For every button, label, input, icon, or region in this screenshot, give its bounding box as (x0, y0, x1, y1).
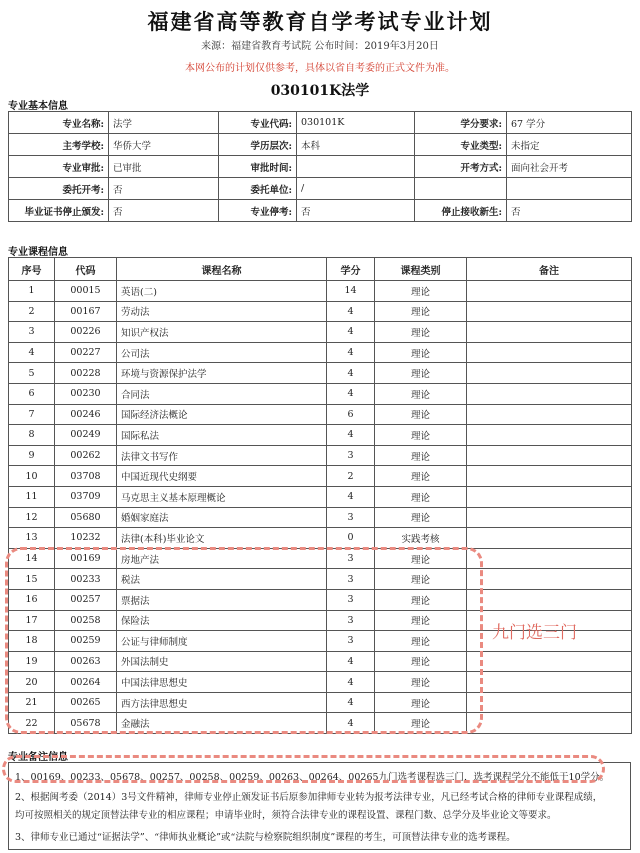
table-cell: 理论 (375, 383, 467, 404)
table-cell: 00226 (55, 322, 117, 343)
table-cell: 劳动法 (117, 301, 327, 322)
info-value: / (297, 178, 415, 200)
table-cell: 4 (327, 363, 375, 384)
table-cell: 05680 (55, 507, 117, 528)
table-cell: 00262 (55, 445, 117, 466)
table-cell (467, 404, 632, 425)
info-row (9, 200, 632, 222)
table-cell: 1 (9, 281, 55, 302)
info-row (9, 112, 632, 134)
info-value: 华侨大学 (109, 134, 219, 156)
info-label: 开考方式: (415, 156, 507, 178)
table-cell: 理论 (375, 631, 467, 652)
table-cell (467, 507, 632, 528)
table-cell: 法律(本科)毕业论文 (117, 528, 327, 549)
table-cell: 外国法制史 (117, 651, 327, 672)
table-cell: 实践考核 (375, 528, 467, 549)
table-cell (467, 569, 632, 590)
info-row (9, 178, 632, 200)
table-cell (467, 281, 632, 302)
table-cell: 00015 (55, 281, 117, 302)
table-cell: 马克思主义基本原理概论 (117, 486, 327, 507)
basic-info-heading: 专业基本信息 (8, 101, 68, 112)
info-label: 毕业证书停止颁发: (9, 200, 109, 222)
table-cell: 中国法律思想史 (117, 672, 327, 693)
table-cell: 10232 (55, 528, 117, 549)
notes-heading: 专业备注信息 (8, 752, 68, 763)
page-title: 福建省高等教育自学考试专业计划 (147, 9, 493, 34)
table-cell: 房地产法 (117, 548, 327, 569)
table-row (9, 528, 632, 549)
note-line: 2、根据闽考委（2014）3号文件精神，律师专业停止颁发证书后原参加律师专业转为报考法律专业，凡已经考试合格的律师专业课程成绩， (15, 792, 603, 803)
table-cell (467, 342, 632, 363)
table-cell (467, 445, 632, 466)
table-cell: 2 (327, 466, 375, 487)
table-cell: 12 (9, 507, 55, 528)
table-row (9, 322, 632, 343)
table-cell (467, 425, 632, 446)
table-cell: 4 (327, 713, 375, 734)
table-cell: 理论 (375, 363, 467, 384)
table-cell: 6 (327, 404, 375, 425)
table-cell: 环境与资源保护法学 (117, 363, 327, 384)
info-label: 专业停考: (219, 200, 297, 222)
table-cell (467, 692, 632, 713)
info-label: 委托单位: (219, 178, 297, 200)
column-header: 学分 (327, 258, 375, 281)
table-cell (467, 466, 632, 487)
table-cell: 国际经济法概论 (117, 404, 327, 425)
column-header: 课程名称 (117, 258, 327, 281)
table-cell: 西方法律思想史 (117, 692, 327, 713)
table-cell: 18 (9, 631, 55, 652)
table-cell: 10 (9, 466, 55, 487)
table-cell: 00233 (55, 569, 117, 590)
note-line: 3、律师专业已通过“证据法学”、“律师执业概论”或“法院与检察院组织制度”课程的考生，可顶替法律专业的选考课程。 (15, 832, 516, 843)
table-cell: 法律文书写作 (117, 445, 327, 466)
table-cell: 理论 (375, 507, 467, 528)
info-value: 否 (109, 178, 219, 200)
table-cell: 00169 (55, 548, 117, 569)
table-cell (467, 589, 632, 610)
info-label (415, 178, 507, 200)
info-value (507, 178, 632, 200)
table-cell: 00228 (55, 363, 117, 384)
table-cell: 00258 (55, 610, 117, 631)
table-cell: 00167 (55, 301, 117, 322)
basic-info-table (8, 111, 632, 222)
table-row (9, 425, 632, 446)
info-label: 专业类型: (415, 134, 507, 156)
table-cell: 00265 (55, 692, 117, 713)
table-cell: 19 (9, 651, 55, 672)
table-cell (467, 651, 632, 672)
table-cell: 理论 (375, 610, 467, 631)
table-row (9, 301, 632, 322)
elective-highlight-box (5, 547, 483, 734)
table-cell: 21 (9, 692, 55, 713)
table-cell: 理论 (375, 342, 467, 363)
info-value: 面向社会开考 (507, 156, 632, 178)
info-label: 主考学校: (9, 134, 109, 156)
table-cell: 22 (9, 713, 55, 734)
major-title: 030101K法学 (270, 83, 370, 99)
info-value (297, 156, 415, 178)
table-cell: 合同法 (117, 383, 327, 404)
table-cell: 4 (327, 425, 375, 446)
table-cell: 理论 (375, 466, 467, 487)
table-cell: 7 (9, 404, 55, 425)
table-cell: 05678 (55, 713, 117, 734)
info-label: 停止接收新生: (415, 200, 507, 222)
note-line: 1、00169、00233、05678、00257、00258、00259、00263、00264、00265九门选考课程选三门，选考课程学分不能低于10学分。 (15, 772, 610, 783)
table-cell: 9 (9, 445, 55, 466)
table-row (9, 466, 632, 487)
table-cell: 4 (327, 301, 375, 322)
table-cell: 00227 (55, 342, 117, 363)
table-cell: 理论 (375, 589, 467, 610)
table-cell: 14 (327, 281, 375, 302)
table-cell: 理论 (375, 569, 467, 590)
info-label: 专业名称: (9, 112, 109, 134)
table-cell: 理论 (375, 425, 467, 446)
table-cell: 婚姻家庭法 (117, 507, 327, 528)
table-cell: 15 (9, 569, 55, 590)
table-cell: 8 (9, 425, 55, 446)
info-value: 本科 (297, 134, 415, 156)
table-cell: 4 (327, 322, 375, 343)
table-cell: 14 (9, 548, 55, 569)
table-cell: 理论 (375, 404, 467, 425)
table-cell: 3 (327, 589, 375, 610)
table-row (9, 383, 632, 404)
table-cell: 理论 (375, 281, 467, 302)
table-cell: 理论 (375, 713, 467, 734)
column-header: 备注 (467, 258, 632, 281)
column-header: 代码 (55, 258, 117, 281)
note-highlight-box (2, 755, 605, 783)
table-cell: 公证与律师制度 (117, 631, 327, 652)
table-row (9, 404, 632, 425)
table-cell: 11 (9, 486, 55, 507)
table-cell: 00259 (55, 631, 117, 652)
table-cell: 票据法 (117, 589, 327, 610)
info-row (9, 156, 632, 178)
table-cell: 03708 (55, 466, 117, 487)
table-row (9, 342, 632, 363)
info-label: 学分要求: (415, 112, 507, 134)
table-cell: 4 (327, 486, 375, 507)
table-cell: 理论 (375, 548, 467, 569)
table-row (9, 281, 632, 302)
table-cell: 理论 (375, 651, 467, 672)
table-cell: 00230 (55, 383, 117, 404)
table-cell: 国际私法 (117, 425, 327, 446)
disclaimer-notice: 本网公布的计划仅供参考，具体以省自考委的正式文件为准。 (185, 63, 455, 74)
info-value: 030101K (297, 112, 415, 134)
source-line: 来源：福建省教育考试院 公布时间：2019年3月20日 (201, 41, 439, 52)
table-cell: 知识产权法 (117, 322, 327, 343)
table-cell: 4 (327, 383, 375, 404)
table-cell: 3 (327, 631, 375, 652)
table-cell: 4 (327, 342, 375, 363)
table-cell (467, 713, 632, 734)
table-cell (467, 301, 632, 322)
table-cell: 金融法 (117, 713, 327, 734)
table-cell: 4 (9, 342, 55, 363)
table-cell: 00264 (55, 672, 117, 693)
info-value: 已审批 (109, 156, 219, 178)
table-cell: 00263 (55, 651, 117, 672)
table-cell: 3 (327, 507, 375, 528)
table-cell: 理论 (375, 445, 467, 466)
table-row (9, 507, 632, 528)
table-cell: 理论 (375, 486, 467, 507)
table-cell: 英语(二) (117, 281, 327, 302)
table-cell: 03709 (55, 486, 117, 507)
table-cell: 0 (327, 528, 375, 549)
info-value: 法学 (109, 112, 219, 134)
column-header: 课程类别 (375, 258, 467, 281)
table-cell (467, 528, 632, 549)
info-value: 否 (109, 200, 219, 222)
table-row (9, 486, 632, 507)
table-cell: 4 (327, 651, 375, 672)
table-cell: 中国近现代史纲要 (117, 466, 327, 487)
table-cell: 3 (327, 548, 375, 569)
info-label: 专业审批: (9, 156, 109, 178)
table-cell: 6 (9, 383, 55, 404)
table-cell: 3 (327, 610, 375, 631)
info-value: 否 (297, 200, 415, 222)
table-cell (467, 548, 632, 569)
table-cell: 4 (327, 672, 375, 693)
table-row (9, 363, 632, 384)
table-cell: 公司法 (117, 342, 327, 363)
table-cell: 税法 (117, 569, 327, 590)
table-cell (467, 363, 632, 384)
info-label: 专业代码: (219, 112, 297, 134)
table-cell: 理论 (375, 301, 467, 322)
table-cell: 理论 (375, 322, 467, 343)
table-cell (467, 322, 632, 343)
table-cell: 00257 (55, 589, 117, 610)
column-header: 序号 (9, 258, 55, 281)
table-cell: 2 (9, 301, 55, 322)
table-cell: 3 (327, 569, 375, 590)
table-row (9, 445, 632, 466)
info-row (9, 134, 632, 156)
info-label: 学历层次: (219, 134, 297, 156)
table-cell: 17 (9, 610, 55, 631)
table-cell: 5 (9, 363, 55, 384)
info-label: 委托开考: (9, 178, 109, 200)
table-cell: 4 (327, 692, 375, 713)
table-cell: 3 (327, 445, 375, 466)
elective-annotation: 九门选三门 (492, 623, 577, 643)
info-label: 审批时间: (219, 156, 297, 178)
table-cell: 13 (9, 528, 55, 549)
table-cell: 00246 (55, 404, 117, 425)
info-value: 未指定 (507, 134, 632, 156)
course-info-heading: 专业课程信息 (8, 247, 68, 258)
table-cell (467, 486, 632, 507)
table-cell: 16 (9, 589, 55, 610)
table-cell: 理论 (375, 692, 467, 713)
table-cell: 保险法 (117, 610, 327, 631)
table-cell: 00249 (55, 425, 117, 446)
note-line: 均可按照相关的规定顶替法律专业的相应课程；申请毕业时，须符合法律专业的课程设置、课程门数、总学分及毕业论文等要求。 (15, 810, 557, 821)
table-cell: 理论 (375, 672, 467, 693)
info-value: 67 学分 (507, 112, 632, 134)
table-cell: 3 (9, 322, 55, 343)
table-cell (467, 383, 632, 404)
info-value: 否 (507, 200, 632, 222)
table-cell (467, 672, 632, 693)
table-cell: 20 (9, 672, 55, 693)
